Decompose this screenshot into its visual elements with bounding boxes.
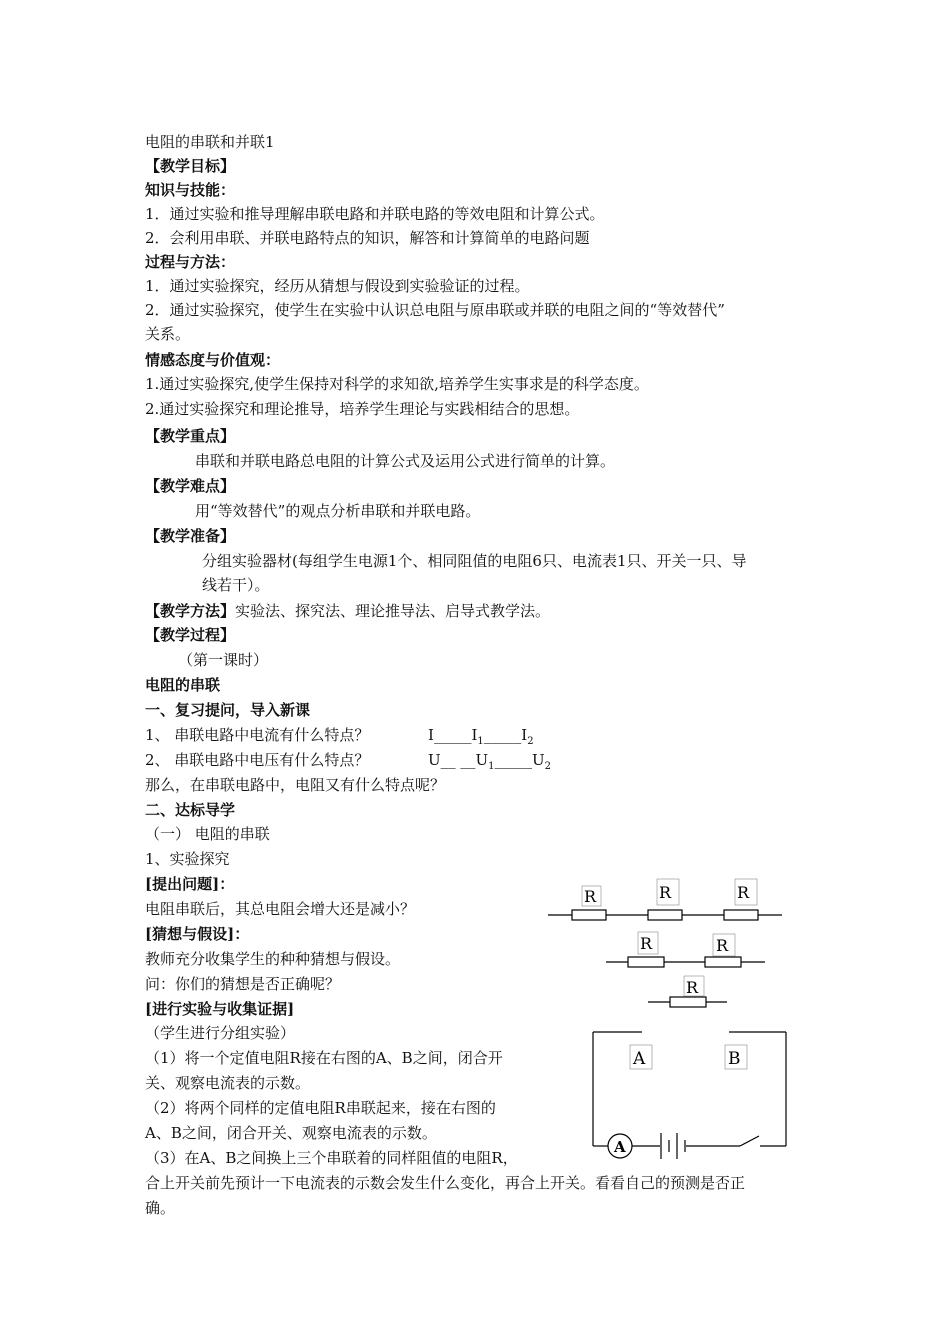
resistor-5 xyxy=(705,957,741,967)
heading-guess: [猜想与假设]： xyxy=(145,925,250,943)
ask-text: 电阻串联后，其总电阻会增大还是减小？ xyxy=(145,900,416,918)
resistor-label-5: R xyxy=(716,936,729,955)
question-1: 1、 串联电路中电流有什么特点？ xyxy=(145,726,370,744)
subsection-1: （一） 电阻的串联 xyxy=(145,825,270,843)
emotion-item-1: 1.通过实验探究,使学生保持对科学的求知欲,培养学生实事求是的科学态度。 xyxy=(145,375,649,393)
heading-difficult: 【教学难点】 xyxy=(145,477,236,495)
process-item-2: 2．通过实验探究，使学生在实验中认识总电阻与原串联或并联的电阻之间的“等效替代” xyxy=(145,301,725,319)
heading-review: 一、复习提问，导入新课 xyxy=(145,701,311,719)
experiment-step-1-cont: 关、观察电流表的示数。 xyxy=(145,1074,311,1092)
experiment-step-3-cont: 合上开关前先预计一下电流表的示数会发生什么变化，再合上开关。看看自己的预测是否正 xyxy=(145,1174,746,1192)
heading-method: 【教学方法】 xyxy=(145,602,236,620)
heading-series: 电阻的串联 xyxy=(145,676,221,694)
knowledge-item-2: 2．会利用串联、并联电路特点的知识，解答和计算简单的电路问题 xyxy=(145,229,590,247)
ammeter-label: A xyxy=(614,1138,626,1156)
heading-process: 过程与方法： xyxy=(145,253,236,271)
guess-text-2: 问：你们的猜想是否正确呢？ xyxy=(145,975,341,993)
heading-knowledge: 知识与技能： xyxy=(145,181,236,199)
experiment-step-2-cont: A、B之间，闭合开关、观察电流表的示数。 xyxy=(145,1124,437,1142)
test-circuit xyxy=(593,1032,786,1159)
heading-goals: 【教学目标】 xyxy=(145,157,236,175)
three-resistors-in-series xyxy=(548,879,782,920)
terminal-a-box xyxy=(630,1045,652,1069)
subsection-1-1: 1、实验探究 xyxy=(145,850,230,868)
heading-prepare: 【教学准备】 xyxy=(145,527,236,545)
guess-text-1: 教师充分收集学生的种种猜想与假设。 xyxy=(145,950,401,968)
resistor-3 xyxy=(724,910,758,920)
resistor-label-6: R xyxy=(686,978,699,997)
doc-title: 电阻的串联和并联1 xyxy=(145,133,275,151)
lesson-label: （第一课时） xyxy=(178,651,269,669)
emotion-item-2: 2.通过实验探究和理论推导，培养学生理论与实践相结合的思想。 xyxy=(145,400,580,418)
heading-emotion: 情感态度与价值观： xyxy=(145,351,281,369)
resistor-label-box-5 xyxy=(713,934,735,956)
difficult-text: 用“等效替代”的观点分析串联和并联电路。 xyxy=(195,502,481,520)
heading-experiment: [进行实验与收集证据] xyxy=(145,1000,295,1018)
resistor-label-box-4 xyxy=(638,932,658,954)
single-resistor xyxy=(648,976,727,1007)
process-item-2-cont: 关系。 xyxy=(145,325,191,343)
experiment-step-3-end: 确。 xyxy=(145,1199,176,1217)
question-3: 那么，在串联电路中，电阻又有什么特点呢？ xyxy=(145,776,446,794)
experiment-step-1: （1）将一个定值电阻R接在右图的A、B之间，闭合开 xyxy=(145,1049,503,1067)
resistor-label-box-6 xyxy=(684,976,704,996)
resistor-label-4: R xyxy=(640,934,653,953)
key-text: 串联和并联电路总电阻的计算公式及运用公式进行简单的计算。 xyxy=(195,452,616,470)
process-item-1: 1．通过实验探究，经历从猜想与假设到实验验证的过程。 xyxy=(145,277,530,295)
question-2: 2、 串联电路中电压有什么特点？ xyxy=(145,751,370,769)
ammeter-symbol xyxy=(608,1134,632,1158)
two-resistors-in-series xyxy=(606,932,765,967)
experiment-step-3: （3）在A、B之间换上三个串联着的同样阻值的电阻R， xyxy=(145,1149,518,1167)
resistor-label-2: R xyxy=(659,883,672,902)
resistor-2 xyxy=(648,910,682,920)
experiment-intro: （学生进行分组实验） xyxy=(145,1024,296,1042)
knowledge-item-1: 1．通过实验和推导理解串联电路和并联电路的等效电阻和计算公式。 xyxy=(145,205,605,223)
method-text: 实验法、探究法、理论推导法、启导式教学法。 xyxy=(235,602,551,620)
resistor-4 xyxy=(628,957,664,967)
question-1-answer: $I\_\_\_\_\_I_1\_\_\_\_\_I_2$ xyxy=(428,726,534,747)
resistor-label-box-2 xyxy=(657,879,679,905)
resistor-label-1: R xyxy=(584,887,597,906)
prepare-text-cont: 线若干）。 xyxy=(202,576,270,594)
terminal-a-label: A xyxy=(633,1049,646,1069)
method-line xyxy=(145,599,550,623)
question-2-answer: U__ $\_\_U_1\_\_\_\_\_U_2$ xyxy=(428,751,551,772)
terminal-b-box xyxy=(725,1045,747,1069)
resistor-label-box-3 xyxy=(735,879,757,905)
heading-key: 【教学重点】 xyxy=(145,427,236,445)
resistor-label-box-1 xyxy=(582,886,601,906)
terminal-b-label: B xyxy=(728,1049,741,1069)
heading-guide: 二、达标导学 xyxy=(145,801,236,819)
heading-procedure: 【教学过程】 xyxy=(145,626,236,644)
resistor-6 xyxy=(670,997,706,1007)
switch-symbol xyxy=(740,1136,759,1146)
battery-symbol xyxy=(661,1133,685,1159)
resistor-label-3: R xyxy=(737,883,750,902)
experiment-step-2: （2）将两个同样的定值电阻R串联起来，接在右图的 xyxy=(145,1099,496,1117)
prepare-text: 分组实验器材(每组学生电源1个、相同阻值的电阻6只、电流表1只、开关一只、导 xyxy=(202,552,747,570)
heading-ask: [提出问题]： xyxy=(145,875,235,893)
resistor-1 xyxy=(572,910,606,920)
